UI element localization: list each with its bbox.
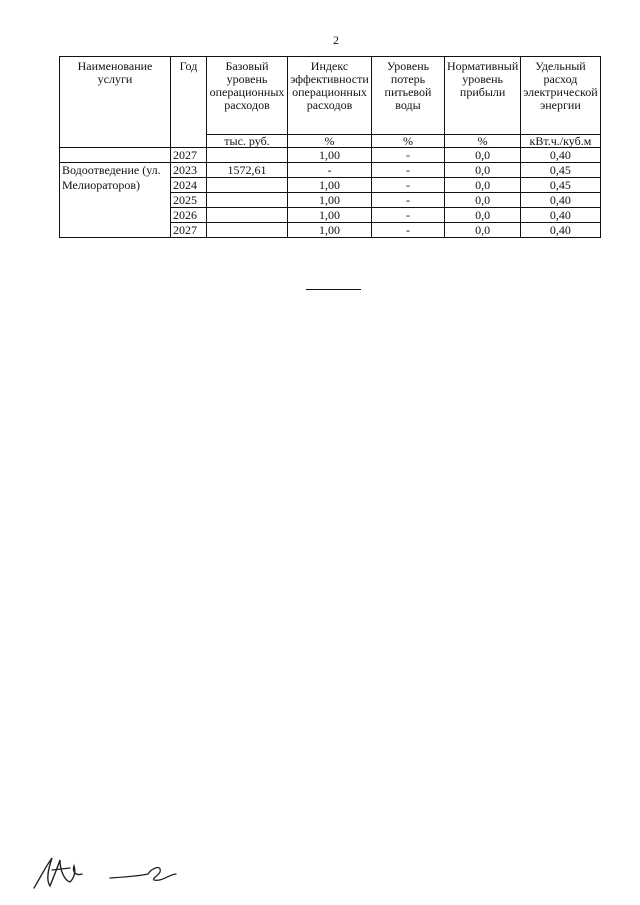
header-service: Наименование услуги [60,57,171,148]
efficiency-index-cell: 1,00 [288,223,372,238]
efficiency-index-cell: - [288,163,372,178]
base-costs-cell [207,193,288,208]
energy-use-cell: 0,40 [521,148,600,163]
water-losses-cell: - [372,193,445,208]
end-of-document-rule [306,289,361,290]
table-header-row [60,57,601,135]
water-losses-cell: - [372,178,445,193]
efficiency-index-cell: 1,00 [288,208,372,223]
profit-norm-cell: 0,0 [445,178,521,193]
water-losses-cell: - [372,148,445,163]
year-cell: 2027 [171,223,207,238]
header-year: Год [171,57,207,148]
unit-efficiency-index: % [288,135,372,148]
water-losses-cell: - [372,223,445,238]
header-base-costs: Базовый уровень операционных расходов [207,57,288,135]
energy-use-cell: 0,45 [521,163,600,178]
unit-water-losses: % [372,135,445,148]
water-losses-cell: - [372,163,445,178]
header-water-losses: Уровень потерь питьевой воды [372,57,445,135]
unit-base-costs: тыс. руб. [207,135,288,148]
table-row [60,148,601,163]
base-costs-cell [207,148,288,163]
profit-norm-cell: 0,0 [445,148,521,163]
unit-energy-use: кВт.ч./куб.м [521,135,600,148]
page-number: 2 [333,33,339,47]
table-row [60,163,601,178]
carry-service-cell [60,148,171,163]
efficiency-index-cell: 1,00 [288,178,372,193]
header-profit-norm: Нормативный уровень прибыли [445,57,521,135]
profit-norm-cell: 0,0 [445,163,521,178]
header-energy-use: Удельный расход электрической энергии [521,57,600,135]
profit-norm-cell: 0,0 [445,193,521,208]
energy-use-cell: 0,40 [521,223,600,238]
energy-use-cell: 0,40 [521,208,600,223]
energy-use-cell: 0,45 [521,178,600,193]
header-efficiency-index: Индекс эффективности операционных расходов [288,57,372,135]
unit-profit-norm: % [445,135,521,148]
base-costs-cell [207,178,288,193]
service-name-cell: Водоотведение (ул. Мелиораторов) [60,163,171,238]
tariff-table [59,56,601,238]
profit-norm-cell: 0,0 [445,223,521,238]
handwritten-signature [30,852,190,892]
profit-norm-cell: 0,0 [445,208,521,223]
year-cell: 2026 [171,208,207,223]
efficiency-index-cell: 1,00 [288,193,372,208]
year-cell: 2024 [171,178,207,193]
water-losses-cell: - [372,208,445,223]
year-cell: 2023 [171,163,207,178]
energy-use-cell: 0,40 [521,193,600,208]
year-cell: 2025 [171,193,207,208]
base-costs-cell [207,208,288,223]
year-cell: 2027 [171,148,207,163]
efficiency-index-cell: 1,00 [288,148,372,163]
base-costs-cell: 1572,61 [207,163,288,178]
base-costs-cell [207,223,288,238]
